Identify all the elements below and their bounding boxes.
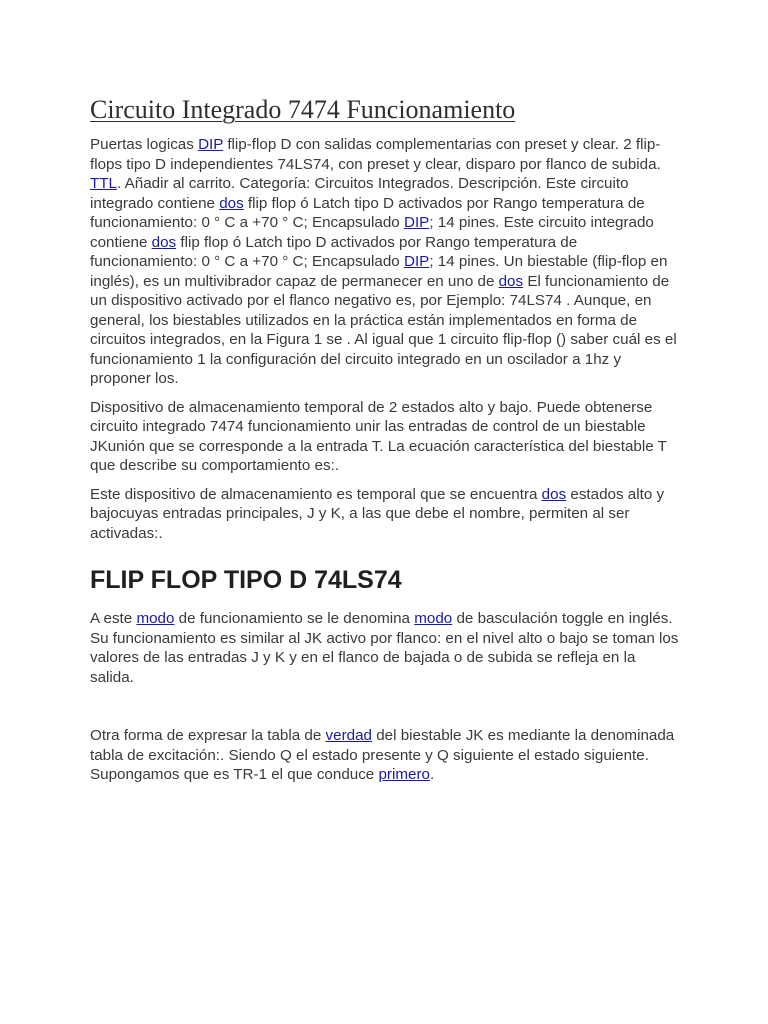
keyword-link-dip[interactable]: DIP [198,136,224,153]
keyword-link-modo[interactable]: modo [414,610,453,627]
paragraph-text: . [429,766,435,783]
page-title: Circuito Integrado 7474 Funcionamiento [90,95,516,124]
paragraph-text: flip flop ó Latch tipo D activados por Rango temperatura de funcionamiento: 0 ° C a +70 ° C; Encapsulado [90,233,578,270]
paragraph-text: Otra forma de expresar la tabla de [90,727,326,744]
paragraph-text: El funcionamiento de un dispositivo activado por el flanco negativo es, por Ejemplo: 74LS74 . Aunque, en general, los biestables utilizados en la práctica están implementados en forma de circuitos integrados, en la Figura 1 se . Al igual que 1 circuito flip-flop () saber cuál es el funcionamiento 1 la configuración del circuito integrado en un oscilador a 1hz y proponer los. [90,272,677,387]
paragraph-toggle-mode [90,609,680,687]
keyword-link-dos[interactable]: dos [151,233,177,251]
section-heading: FLIP FLOP TIPO D 74LS74 [90,566,402,594]
paragraph-text: Puertas logicas [90,136,199,153]
paragraph-text: . Añadir al carrito. Categoría: Circuitos Integrados. Descripción. Este circuito integrado contiene [90,175,629,212]
paragraph-text: estados alto y bajocuyas entradas principales, J y K, a las que debe el nombre, permiten al ser activadas:. [90,485,665,542]
paragraph-storage [90,398,680,476]
paragraph-text: Este dispositivo de almacenamiento es temporal que se encuentra [90,485,542,503]
paragraph-text: A este [90,610,137,627]
paragraph-text: flip-flop D con salidas complementarias con preset y clear. 2 flip-flops tipo D independientes 74LS74, con preset y clear, disparo por flanco de subida. [90,136,661,173]
paragraph-text: flip flop ó Latch tipo D activados por Rango temperatura de funcionamiento: 0 ° C a +70 ° C; Encapsulado [90,194,645,231]
paragraph-excitation-table [90,726,680,785]
keyword-link-modo[interactable]: modo [136,610,175,627]
keyword-link-dos[interactable]: dos [219,194,244,212]
paragraph-text: de funcionamiento se le denomina [174,610,415,627]
paragraph-device [90,485,680,544]
paragraph-text: Dispositivo de almacenamiento temporal de 2 estados alto y bajo. Puede obtenerse circuito integrado 7474 funcionamiento unir las entradas de control de un biestable JKunión que se corresponde a la entrada T. La ecuación característica del biestable T que describe su comportamiento es:. [90,398,667,474]
keyword-link-primero[interactable]: primero [378,766,430,783]
paragraph-text: ; 14 pines. Un biestable (flip-flop en inglés), es un multivibrador capaz de permanecer en uno de [90,253,668,290]
document-page [90,94,680,794]
keyword-link-verdad[interactable]: verdad [325,727,372,744]
paragraph-intro [90,135,680,389]
paragraph-text: de basculación toggle en inglés. Su funcionamiento es similar al JK activo por flanco: en el nivel alto o bajo se toman los valores de las entradas J y K y en el flanco de bajada o de subida se refleja en la salida. [90,610,679,686]
keyword-link-dos[interactable]: dos [541,485,567,503]
keyword-link-ttl[interactable]: TTL [90,175,118,192]
keyword-link-dip[interactable]: DIP [403,214,430,231]
paragraph-text: del biestable JK es mediante la denominada tabla de excitación:. Siendo Q el estado presente y Q siguiente el estado siguiente. Supongamos que es TR-1 el que conduce [90,727,675,783]
keyword-link-dip[interactable]: DIP [403,253,430,270]
keyword-link-dos[interactable]: dos [498,272,524,290]
paragraph-text: ; 14 pines. Este circuito integrado contiene [90,214,654,251]
